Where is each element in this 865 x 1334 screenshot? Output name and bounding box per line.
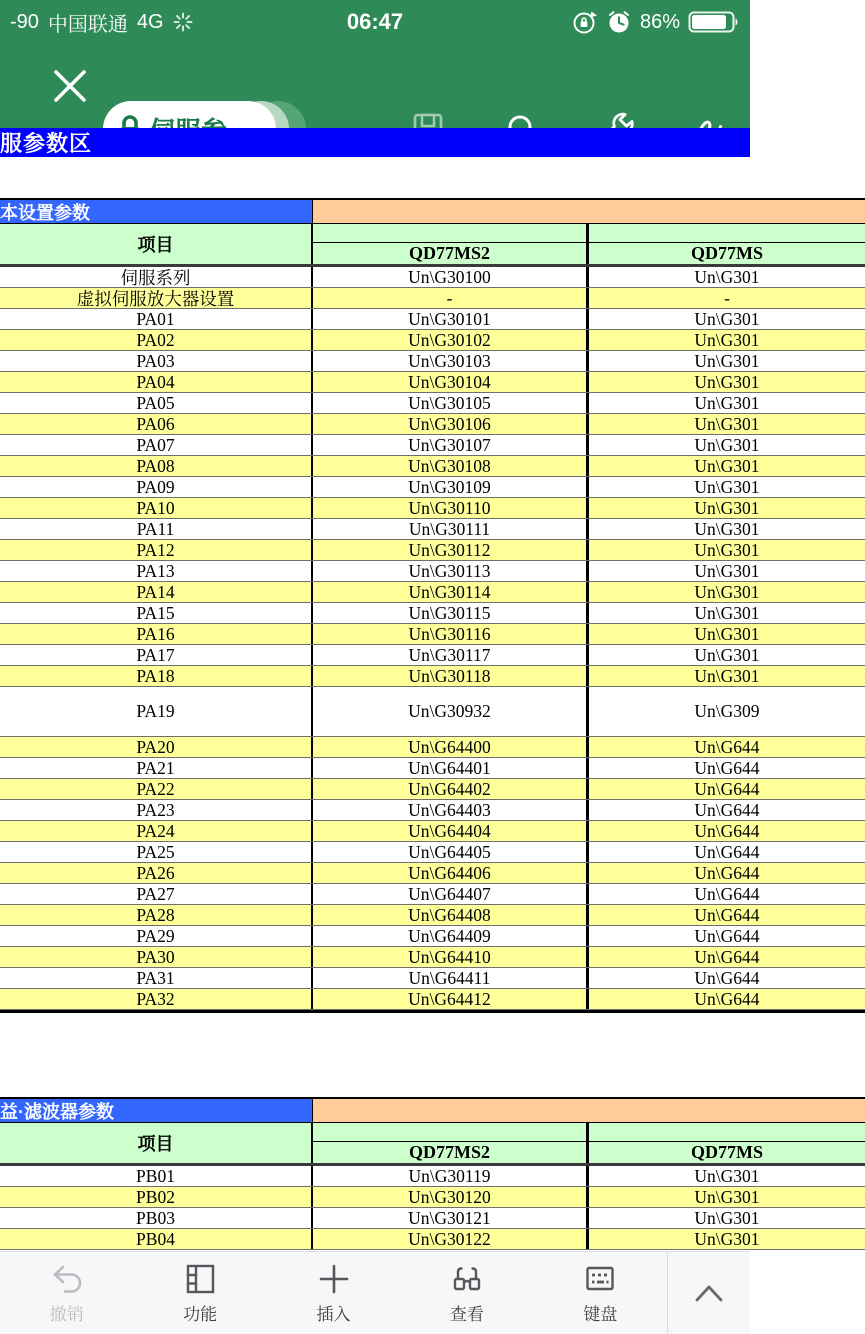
cell-item[interactable]: PA16: [0, 624, 313, 644]
cell-value-2[interactable]: -: [724, 287, 730, 308]
cell-value-1[interactable]: Un\G30101: [313, 309, 589, 329]
cell-item[interactable]: PA03: [0, 351, 313, 371]
table-row: [0, 456, 865, 477]
cell-value-2[interactable]: Un\G301: [694, 518, 760, 539]
cell-item[interactable]: PA14: [0, 582, 313, 602]
cell-value-1[interactable]: Un\G30110: [313, 498, 589, 518]
cell-value-1[interactable]: Un\G64400: [313, 737, 589, 757]
cell-value-1[interactable]: Un\G64408: [313, 905, 589, 925]
cell-item[interactable]: PB03: [0, 1208, 313, 1228]
cell-value-1[interactable]: Un\G30108: [313, 456, 589, 476]
signal-strength: -90: [10, 10, 39, 33]
table-row: [0, 582, 865, 603]
module-header-block: [313, 1123, 865, 1163]
cell-item[interactable]: PA08: [0, 456, 313, 476]
table-row: [0, 477, 865, 498]
cell-value-2[interactable]: Un\G301: [694, 413, 760, 434]
cell-value-2[interactable]: Un\G301: [694, 371, 760, 392]
cell-value-1[interactable]: Un\G30118: [313, 666, 589, 686]
cell-item[interactable]: PA32: [0, 989, 313, 1009]
cell-item[interactable]: PA18: [0, 666, 313, 686]
parameter-table-gain-filter: [0, 1097, 865, 1250]
column-header-qd77ms2[interactable]: QD77MS2: [313, 243, 589, 264]
cell-value-1[interactable]: Un\G64411: [313, 968, 589, 988]
cell-item[interactable]: PA15: [0, 603, 313, 623]
parameter-table-basic: [0, 198, 865, 1013]
cell-value-1[interactable]: -: [313, 288, 589, 308]
cell-value-1[interactable]: Un\G30932: [313, 687, 589, 736]
insert-icon: [317, 1262, 351, 1296]
cell-value-2[interactable]: Un\G309: [694, 701, 760, 721]
table-row: [0, 1208, 865, 1229]
table-body: [0, 1166, 865, 1250]
carrier-label: 中国联通: [47, 13, 128, 36]
cell-value-2[interactable]: Un\G301: [694, 329, 760, 350]
cell-value-2[interactable]: Un\G301: [694, 581, 760, 602]
cell-value-2[interactable]: Un\G301: [694, 1186, 760, 1207]
table-row: [0, 393, 865, 414]
toolbar-item-label: 功能: [183, 1304, 218, 1324]
cell-item[interactable]: PA12: [0, 540, 313, 560]
cell-item[interactable]: PA31: [0, 968, 313, 988]
collapse-toolbar-button[interactable]: [667, 1252, 750, 1334]
insert-button[interactable]: [267, 1252, 400, 1334]
table-row: [0, 947, 865, 968]
cell-value-1[interactable]: Un\G64406: [313, 863, 589, 883]
status-right: [571, 0, 740, 44]
cell-item[interactable]: PA23: [0, 800, 313, 820]
table-row: [0, 1166, 865, 1187]
table-row: [0, 519, 865, 540]
chevron-up-icon: [691, 1281, 727, 1305]
cell-value-1[interactable]: Un\G30119: [313, 1166, 589, 1186]
cell-value-2[interactable]: Un\G301: [694, 350, 760, 371]
cell-value-1[interactable]: Un\G30107: [313, 435, 589, 455]
table-row: [0, 926, 865, 947]
keyboard-icon: [583, 1262, 617, 1296]
cell-value-2[interactable]: Un\G301: [694, 602, 760, 623]
cell-value-1[interactable]: Un\G30109: [313, 477, 589, 497]
cell-value-1[interactable]: Un\G30102: [313, 330, 589, 350]
item-header-cell[interactable]: 项目: [0, 1123, 313, 1163]
toolbar-item-label: 插入: [316, 1304, 351, 1324]
cell-value-1[interactable]: Un\G64410: [313, 947, 589, 967]
cell-value-2[interactable]: Un\G301: [694, 497, 760, 518]
cell-item[interactable]: PA19: [0, 687, 313, 736]
sheet-region-title-bar: [0, 128, 750, 157]
section-label-cell[interactable]: 本设置参数: [0, 200, 313, 223]
cell-value-2[interactable]: Un\G644: [694, 757, 760, 778]
cell-item[interactable]: PA25: [0, 842, 313, 862]
table-row: [0, 435, 865, 456]
cell-item[interactable]: PA07: [0, 435, 313, 455]
cell-value-2[interactable]: Un\G301: [694, 1228, 760, 1249]
table-row: [0, 968, 865, 989]
cell-item[interactable]: 伺服系列: [0, 267, 313, 287]
cell-item[interactable]: PA28: [0, 905, 313, 925]
cell-item[interactable]: PA01: [0, 309, 313, 329]
column-header-row: [0, 224, 865, 267]
cell-item[interactable]: PA13: [0, 561, 313, 581]
status-bar: [0, 0, 750, 44]
cell-value-2[interactable]: Un\G644: [694, 862, 760, 883]
battery-icon: [688, 9, 740, 35]
table-row: [0, 498, 865, 519]
column-header-row: [0, 1123, 865, 1166]
cell-item[interactable]: PA09: [0, 477, 313, 497]
cell-value-1[interactable]: Un\G64401: [313, 758, 589, 778]
cell-value-1[interactable]: Un\G64404: [313, 821, 589, 841]
cell-item[interactable]: PA11: [0, 519, 313, 539]
cell-item[interactable]: PA17: [0, 645, 313, 665]
cell-value-1[interactable]: Un\G30117: [313, 645, 589, 665]
cell-value-2[interactable]: Un\G301: [694, 1165, 760, 1186]
cell-value-1[interactable]: Un\G30120: [313, 1187, 589, 1207]
cell-value-2[interactable]: Un\G644: [694, 946, 760, 967]
table-row: [0, 603, 865, 624]
cell-value-2[interactable]: Un\G301: [694, 434, 760, 455]
view-glasses-icon: [450, 1262, 484, 1296]
rotation-lock-icon: [571, 9, 598, 36]
cell-value-2[interactable]: Un\G301: [694, 665, 760, 686]
cell-value-1[interactable]: Un\G30106: [313, 414, 589, 434]
table-row: [0, 561, 865, 582]
network-type: 4G: [136, 10, 164, 33]
table-row: [0, 666, 865, 687]
cell-value-1[interactable]: Un\G64407: [313, 884, 589, 904]
cell-value-2[interactable]: Un\G644: [694, 988, 760, 1009]
cell-value-1[interactable]: Un\G30104: [313, 372, 589, 392]
undo-icon: [50, 1262, 84, 1296]
cell-value-1[interactable]: Un\G30113: [313, 561, 589, 581]
table-row: [0, 288, 865, 309]
cell-value-1[interactable]: Un\G64412: [313, 989, 589, 1009]
cell-value-2[interactable]: Un\G301: [694, 560, 760, 581]
cell-value-2[interactable]: Un\G301: [694, 455, 760, 476]
cell-value-2[interactable]: Un\G644: [694, 925, 760, 946]
cell-value-2[interactable]: Un\G644: [694, 904, 760, 925]
table-row: [0, 842, 865, 863]
module-header-block: [313, 224, 865, 264]
cell-value-1[interactable]: Un\G30121: [313, 1208, 589, 1228]
cell-value-1[interactable]: Un\G30111: [313, 519, 589, 539]
alarm-clock-icon: [606, 9, 632, 35]
view-button[interactable]: [400, 1252, 533, 1334]
table-row: [0, 330, 865, 351]
toolbar-item-label: 查看: [449, 1304, 484, 1324]
keyboard-button[interactable]: [534, 1252, 667, 1334]
battery-percent: 86%: [639, 10, 680, 33]
sheet-region-title: 服参数区: [0, 131, 93, 156]
cell-item[interactable]: PA21: [0, 758, 313, 778]
cell-item[interactable]: PA10: [0, 498, 313, 518]
cell-value-1[interactable]: Un\G30112: [313, 540, 589, 560]
item-header-cell[interactable]: 项目: [0, 224, 313, 264]
section-header-row: [0, 198, 865, 224]
cell-item[interactable]: PB04: [0, 1229, 313, 1249]
table-row: [0, 372, 865, 393]
toolbar-item-label: 键盘: [583, 1304, 618, 1324]
table-row: [0, 863, 865, 884]
function-icon: [183, 1262, 217, 1296]
column-header-qd77ms-next[interactable]: QD77MS: [691, 243, 763, 263]
undo-button[interactable]: [0, 1252, 133, 1334]
close-button[interactable]: [53, 69, 87, 103]
table-row: [0, 737, 865, 758]
table-row: [0, 758, 865, 779]
cell-value-2[interactable]: Un\G644: [694, 820, 760, 841]
cell-value-2[interactable]: Un\G301: [694, 644, 760, 665]
cell-item[interactable]: PA05: [0, 393, 313, 413]
cell-item[interactable]: PA02: [0, 330, 313, 350]
cell-item[interactable]: 虚拟伺服放大器设置: [0, 288, 313, 308]
cell-value-1[interactable]: Un\G30105: [313, 393, 589, 413]
cell-value-2[interactable]: Un\G644: [694, 778, 760, 799]
column-header-qd77ms2[interactable]: QD77MS2: [313, 1142, 589, 1163]
section-header-orange-cell[interactable]: [313, 200, 865, 223]
cell-item[interactable]: PA22: [0, 779, 313, 799]
cell-item[interactable]: PA30: [0, 947, 313, 967]
cell-value-2[interactable]: Un\G644: [694, 799, 760, 820]
module-header-spacer: [313, 1123, 865, 1142]
table-row: [0, 624, 865, 645]
cell-value-1[interactable]: Un\G30122: [313, 1229, 589, 1249]
cell-value-1[interactable]: Un\G64409: [313, 926, 589, 946]
cell-item[interactable]: PA26: [0, 863, 313, 883]
cell-value-1[interactable]: Un\G30103: [313, 351, 589, 371]
cell-value-2[interactable]: Un\G644: [694, 736, 760, 757]
cell-item[interactable]: PA27: [0, 884, 313, 904]
table-row: [0, 1187, 865, 1208]
bottom-toolbar: [0, 1251, 750, 1334]
cell-value-1[interactable]: Un\G30115: [313, 603, 589, 623]
cell-item[interactable]: PA20: [0, 737, 313, 757]
table-row: [0, 800, 865, 821]
top-toolbar: [0, 44, 750, 128]
cell-value-2[interactable]: Un\G644: [694, 883, 760, 904]
cell-value-2[interactable]: Un\G301: [694, 1207, 760, 1228]
cell-item[interactable]: PB01: [0, 1166, 313, 1186]
cell-item[interactable]: PB02: [0, 1187, 313, 1207]
table-row: [0, 414, 865, 435]
cell-value-2[interactable]: Un\G644: [694, 841, 760, 862]
table-row: [0, 1229, 865, 1250]
table-row: [0, 779, 865, 800]
cell-value-2[interactable]: Un\G644: [694, 967, 760, 988]
cell-value-1[interactable]: Un\G64405: [313, 842, 589, 862]
cell-value-1[interactable]: Un\G30114: [313, 582, 589, 602]
cell-value-1[interactable]: Un\G30100: [313, 267, 589, 287]
function-button[interactable]: [133, 1252, 266, 1334]
table-row: [0, 989, 865, 1010]
table-row: [0, 905, 865, 926]
table-row: [0, 884, 865, 905]
clock: 06:47: [346, 9, 404, 34]
table-row: [0, 309, 865, 330]
cell-value-1[interactable]: Un\G30116: [313, 624, 589, 644]
section-header-row: [0, 1097, 865, 1123]
table-row: [0, 540, 865, 561]
cell-value-2[interactable]: Un\G301: [694, 308, 760, 329]
cell-value-2[interactable]: Un\G301: [694, 476, 760, 497]
cell-value-2[interactable]: Un\G301: [694, 392, 760, 413]
cell-item[interactable]: PA04: [0, 372, 313, 392]
cell-value-1[interactable]: Un\G64402: [313, 779, 589, 799]
cell-item[interactable]: PA24: [0, 821, 313, 841]
cell-value-2[interactable]: Un\G301: [694, 266, 760, 287]
cell-item[interactable]: PA29: [0, 926, 313, 946]
table-row: [0, 645, 865, 666]
cell-value-2[interactable]: Un\G301: [694, 539, 760, 560]
cell-item[interactable]: PA06: [0, 414, 313, 434]
table-row: [0, 351, 865, 372]
section-label-cell[interactable]: 益·滤波器参数: [0, 1099, 313, 1122]
toolbar-item-label: 撤销: [49, 1304, 84, 1324]
cell-value-2[interactable]: Un\G301: [694, 623, 760, 644]
module-header-spacer: [313, 224, 865, 243]
table-row: [0, 821, 865, 842]
column-header-qd77ms-next[interactable]: QD77MS: [691, 1142, 763, 1162]
section-header-orange-cell[interactable]: [313, 1099, 865, 1122]
cell-value-1[interactable]: Un\G64403: [313, 800, 589, 820]
table-row: [0, 687, 865, 737]
table-body: [0, 267, 865, 1010]
